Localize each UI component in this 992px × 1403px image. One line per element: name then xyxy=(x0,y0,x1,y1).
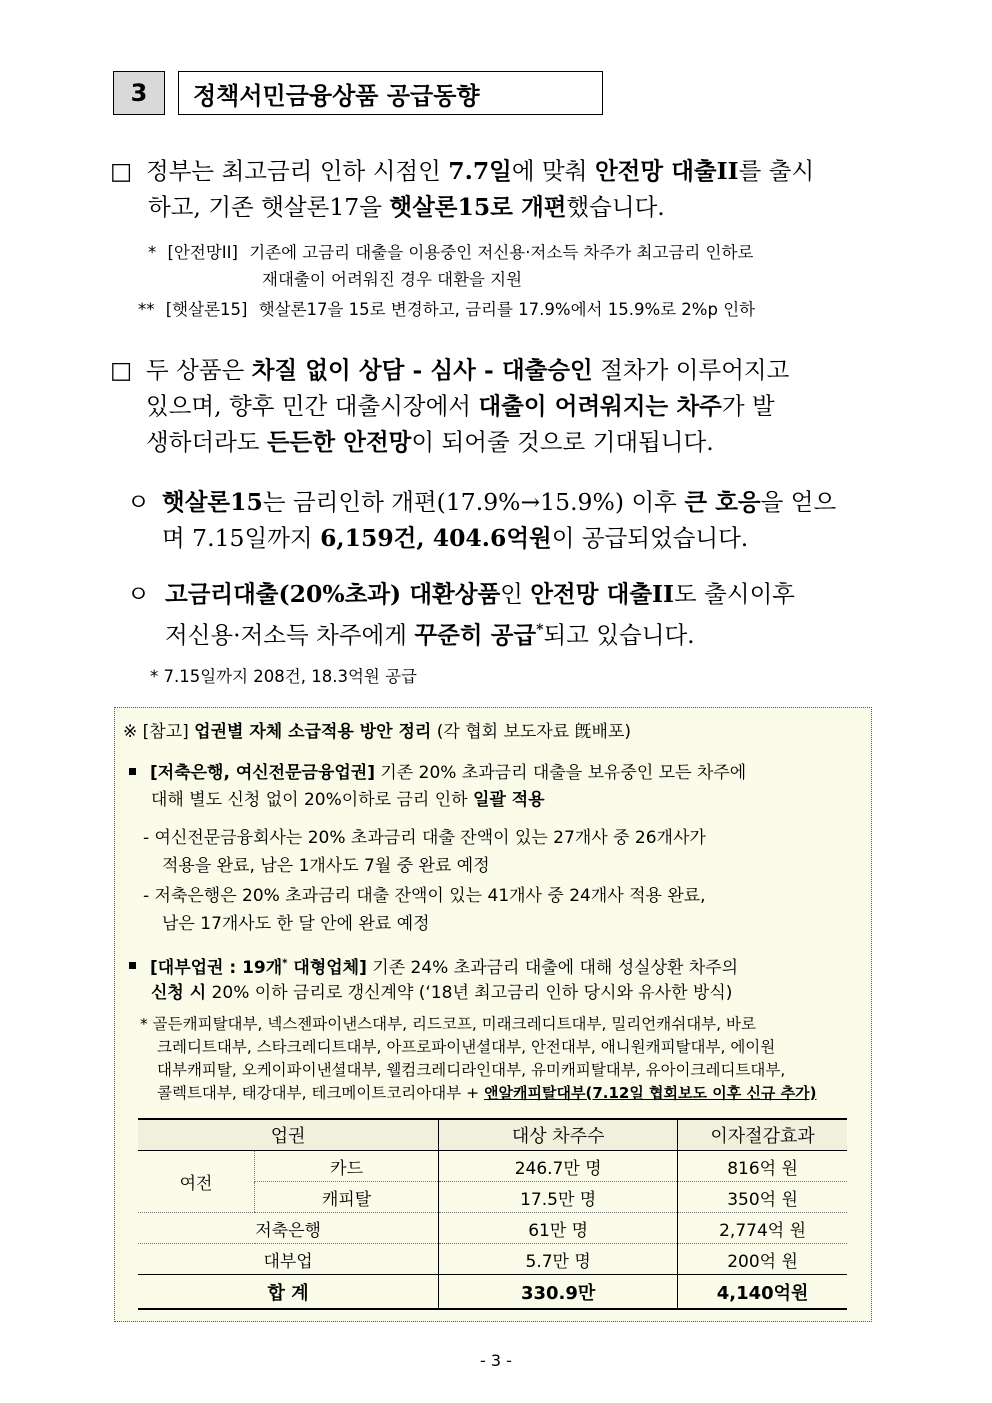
para2 xyxy=(146,352,789,460)
table-effect-cell: 2,774억 원 xyxy=(678,1213,847,1244)
text-run: 두 상품은 xyxy=(146,356,252,384)
table-count-cell: 246.7만 명 xyxy=(439,1151,678,1182)
bold-run: 업권별 자체 소급적용 방안 정리 xyxy=(194,722,432,742)
table-total-row xyxy=(138,1275,847,1310)
note-text: 햇살론17을 15로 변경하고, 금리를 17.9%에서 15.9%로 2%p 인하 xyxy=(258,300,756,319)
bullet2-marker: ㅇ xyxy=(127,580,150,608)
ref-item2-line2 xyxy=(151,979,732,1007)
bold-run: * xyxy=(536,622,544,638)
note-mark: ** xyxy=(138,300,155,319)
bullet2 xyxy=(165,576,795,653)
lenders-list-line3: 대부캐피탈, 오케이파이낸셜대부, 웰컴크레디라인대부, 유미캐피탈대부, 유아이크레디트대부, xyxy=(157,1061,786,1079)
text-run: 는 금리인하 개편(17.9%→15.9%) 이후 xyxy=(262,488,685,516)
note-safety-net xyxy=(148,241,753,265)
bold-run: 든든한 안전망 xyxy=(266,428,412,456)
table-sub-cell: 카드 xyxy=(255,1151,439,1182)
bold-run: 햇살론15 xyxy=(162,488,263,516)
ref-sub-card-line1: - 여신전문금융회사는 20% 초과금리 대출 잔액이 있는 27개사 중 26개사가 xyxy=(143,828,706,848)
text-run: 를 출시 xyxy=(738,157,815,185)
bold-run: 안전망 대출II xyxy=(594,157,739,185)
table-total-label: 합 계 xyxy=(138,1275,439,1310)
table-sub-cell: 캐피탈 xyxy=(255,1182,439,1213)
para2-line1 xyxy=(146,352,789,388)
text-run: (각 협회 보도자료 旣배포) xyxy=(431,722,632,742)
para1-cont xyxy=(148,189,665,225)
square-bullet-icon xyxy=(129,768,136,775)
para1-line1 xyxy=(146,153,814,189)
table-total-count: 330.9만 xyxy=(439,1275,678,1310)
note-mark: * xyxy=(148,243,157,262)
page-number: - 3 - xyxy=(480,1351,512,1370)
table-total-effect: 4,140억원 xyxy=(678,1275,847,1310)
ref-sub-savings-line1: - 저축은행은 20% 초과금리 대출 잔액이 있는 41개사 중 24개사 적용 완료, xyxy=(143,886,706,906)
square-bullet-icon xyxy=(129,962,136,969)
bold-run: 햇살론15로 개편 xyxy=(389,193,567,221)
bullet1 xyxy=(162,484,836,556)
bold-run: 차질 없이 상담 - 심사 - 대출승인 xyxy=(251,356,593,384)
note-sunshine xyxy=(138,298,755,322)
para1-line2 xyxy=(148,189,665,225)
note-text: 기존에 고금리 대출을 이용중인 저신용·저소득 차주가 최고금리 인하로 xyxy=(249,243,754,262)
section-title: 정책서민금융상품 공급동향 xyxy=(178,71,603,115)
bold-run: [대부업권 : 19개 xyxy=(150,957,283,978)
para2-marker: □ xyxy=(110,356,133,384)
bold-run: 꾸준히 공급 xyxy=(414,620,537,649)
text-run: 을 얻으 xyxy=(760,488,837,516)
table-name-cell: 저축은행 xyxy=(138,1213,439,1244)
table-row xyxy=(138,1151,847,1182)
text-run: 가 발 xyxy=(721,392,775,420)
para2-line2 xyxy=(146,388,789,424)
table-name-cell: 대부업 xyxy=(138,1244,439,1275)
table-effect-cell: 200억 원 xyxy=(678,1244,847,1275)
para1-marker: □ xyxy=(110,157,133,185)
text-run: 정부는 최고금리 인하 시점인 xyxy=(146,157,449,185)
text-run: 되고 있습니다. xyxy=(543,620,695,649)
table-effect-cell: 816억 원 xyxy=(678,1151,847,1182)
text-run: 에 맞춰 xyxy=(511,157,595,185)
text-run: 이 공급되었습니다. xyxy=(551,524,749,552)
text-run: ※ [참고] xyxy=(123,722,195,742)
bullet2-line2 xyxy=(165,612,795,653)
para1 xyxy=(146,153,814,189)
text-run: 며 7.15일까지 xyxy=(162,524,321,552)
bold-run: 안전망 대출II xyxy=(530,580,675,608)
section-number: 3 xyxy=(113,71,165,115)
text-run: 기존 24% 초과금리 대출에 대해 성실상환 차주의 xyxy=(366,957,739,978)
lenders-list-line4 xyxy=(157,1082,816,1105)
table-row xyxy=(138,1244,847,1275)
ref-sub-card-line2: 적용을 완료, 남은 1개사도 7월 중 완료 예정 xyxy=(162,856,490,876)
table-header-row xyxy=(138,1119,847,1151)
table-count-cell: 5.7만 명 xyxy=(439,1244,678,1275)
bold-run: * xyxy=(282,958,288,969)
table-header-borrowers: 대상 차주수 xyxy=(439,1119,678,1151)
text-run: 생하더라도 xyxy=(146,428,267,456)
text-run: 기존 20% 초과금리 대출을 보유중인 모든 차주에 xyxy=(374,763,747,783)
bold-run: 7.7일 xyxy=(448,157,512,185)
text-run: 이 되어줄 것으로 기대됩니다. xyxy=(411,428,714,456)
para2-line3 xyxy=(146,424,789,460)
ref-sub-savings-line2: 남은 17개사도 한 달 안에 완료 예정 xyxy=(162,914,430,934)
text-run: 도 출시이후 xyxy=(674,580,795,608)
bold-run: [저축은행, 여신전문금융업권] xyxy=(150,763,375,783)
table-group-cell: 여전 xyxy=(138,1151,255,1213)
bold-run: 대형업체] xyxy=(287,957,367,978)
lenders-list-line1: * 골든캐피탈대부, 넥스젠파이낸스대부, 리드코프, 미래크레디트대부, 밀리언캐쉬대부, 바로 xyxy=(140,1015,756,1033)
note-label: [안전망II] xyxy=(167,243,238,262)
bold-run: 고금리대출(20%초과) 대환상품 xyxy=(165,580,501,608)
table-header-sector: 업권 xyxy=(138,1119,439,1151)
ref-item1-line2 xyxy=(151,786,545,814)
bold-run: 신청 시 xyxy=(151,983,207,1003)
table-header-effect: 이자절감효과 xyxy=(678,1119,847,1151)
table-count-cell: 17.5만 명 xyxy=(439,1182,678,1213)
lenders-list-line4-text: 콜렉트대부, 태강대부, 테크메이트코리아대부 + xyxy=(157,1084,485,1102)
bold-run: 일괄 적용 xyxy=(472,790,545,810)
ref-item-lenders xyxy=(129,950,738,982)
bullet1-marker: ㅇ xyxy=(127,488,150,516)
text-run: 대해 별도 신청 없이 20%이하로 금리 인하 xyxy=(151,790,473,810)
text-run: 하고, 기존 햇살론17을 xyxy=(148,193,390,221)
supply-footnote: * 7.15일까지 208건, 18.3억원 공급 xyxy=(150,667,417,686)
bullet1-line2 xyxy=(162,520,836,556)
note-safety-net-cont: 재대출이 어려워진 경우 대환을 지원 xyxy=(262,270,523,289)
bold-run: 대출이 어려워지는 차주 xyxy=(478,392,722,420)
table-effect-cell: 350억 원 xyxy=(678,1182,847,1213)
text-run: 저신용·저소득 차주에게 xyxy=(165,620,415,649)
ref-item1-line1 xyxy=(150,763,746,783)
lenders-list-new-addition: 앤알캐피탈대부(7.12일 협회보도 이후 신규 추가) xyxy=(484,1084,817,1102)
text-run: 절차가 이루어지고 xyxy=(592,356,790,384)
reference-heading xyxy=(123,718,631,746)
lenders-list-line2: 크레디트대부, 스타크레디트대부, 아프로파이낸셜대부, 안전대부, 애니원캐피탈대부, 에이원 xyxy=(157,1038,776,1056)
bullet2-line1 xyxy=(165,576,795,612)
text-run: 있으며, 향후 민간 대출시장에서 xyxy=(146,392,479,420)
note-label: [햇살론15] xyxy=(165,300,248,319)
ref-item-savings-card xyxy=(129,759,746,787)
table-row xyxy=(138,1213,847,1244)
bullet1-line1 xyxy=(162,484,836,520)
ref-item2-line1 xyxy=(150,958,738,978)
text-run: 20% 이하 금리로 갱신계약 (‘18년 최고금리 인하 당시와 유사한 방식) xyxy=(206,983,733,1003)
bold-run: 6,159건, 404.6억원 xyxy=(320,524,552,552)
savings-effect-table xyxy=(138,1118,847,1310)
text-run: 인 xyxy=(500,580,531,608)
bold-run: 큰 호응 xyxy=(684,488,761,516)
text-run: 했습니다. xyxy=(566,193,665,221)
table-count-cell: 61만 명 xyxy=(439,1213,678,1244)
